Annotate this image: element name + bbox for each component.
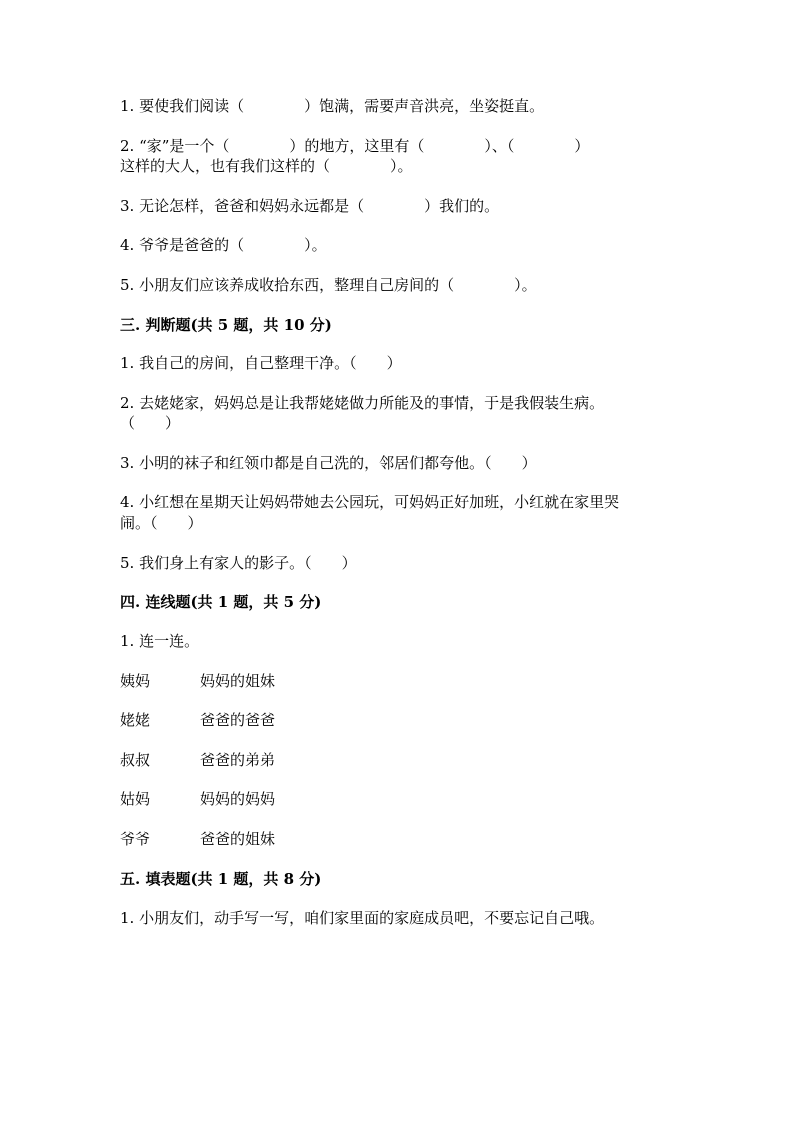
matching-left-item: 姨妈 <box>120 672 151 690</box>
matching-question: 1. 连一连。 <box>120 632 200 650</box>
matching-left-item: 爷爷 <box>120 830 151 848</box>
section-heading-matching: 四. 连线题(共 1 题，共 5 分) <box>120 593 322 611</box>
judgement-question-5: 5. 我们身上有家人的影子。（ ） <box>120 554 357 572</box>
judgement-question-2: 2. 去姥姥家，妈妈总是让我帮姥姥做力所能及的事情，于是我假装生病。 <box>120 394 605 412</box>
matching-left-item: 姑妈 <box>120 790 151 808</box>
matching-left-item: 叔叔 <box>120 751 151 769</box>
judgement-question-1: 1. 我自己的房间，自己整理干净。（ ） <box>120 354 402 372</box>
matching-left-item: 姥姥 <box>120 711 151 729</box>
section-heading-table: 五. 填表题(共 1 题，共 8 分) <box>120 870 322 888</box>
table-question: 1. 小朋友们，动手写一写，咱们家里面的家庭成员吧，不要忘记自己哦。 <box>120 909 605 927</box>
judgement-question-4: 4. 小红想在星期天让妈妈带她去公园玩，可妈妈正好加班，小红就在家里哭 <box>120 493 620 511</box>
matching-right-item: 爸爸的爸爸 <box>200 711 276 729</box>
fill-in-question-3: 3. 无论怎样，爸爸和妈妈永远都是（ ）我们的。 <box>120 197 500 215</box>
fill-in-question-4: 4. 爷爷是爸爸的（ ）。 <box>120 236 327 254</box>
matching-right-item: 妈妈的姐妹 <box>200 672 276 690</box>
judgement-question-3: 3. 小明的袜子和红领巾都是自己洗的，邻居们都夸他。（ ） <box>120 454 537 472</box>
matching-right-item: 妈妈的妈妈 <box>200 790 276 808</box>
judgement-question-2-cont: （ ） <box>120 414 181 432</box>
fill-in-question-2-cont: 这样的大人，也有我们这样的（ ）。 <box>120 157 413 175</box>
fill-in-question-1: 1. 要使我们阅读（ ）饱满，需要声音洪亮，坐姿挺直。 <box>120 97 545 115</box>
fill-in-question-2: 2. “家”是一个（ ）的地方，这里有（ ）、（ ） <box>120 137 590 155</box>
section-heading-judgement: 三. 判断题(共 5 题，共 10 分) <box>120 316 332 334</box>
fill-in-question-5: 5. 小朋友们应该养成收拾东西，整理自己房间的（ ）。 <box>120 276 537 294</box>
matching-right-item: 爸爸的姐妹 <box>200 830 276 848</box>
judgement-question-4-cont: 闹。（ ） <box>120 514 203 532</box>
matching-right-item: 爸爸的弟弟 <box>200 751 276 769</box>
